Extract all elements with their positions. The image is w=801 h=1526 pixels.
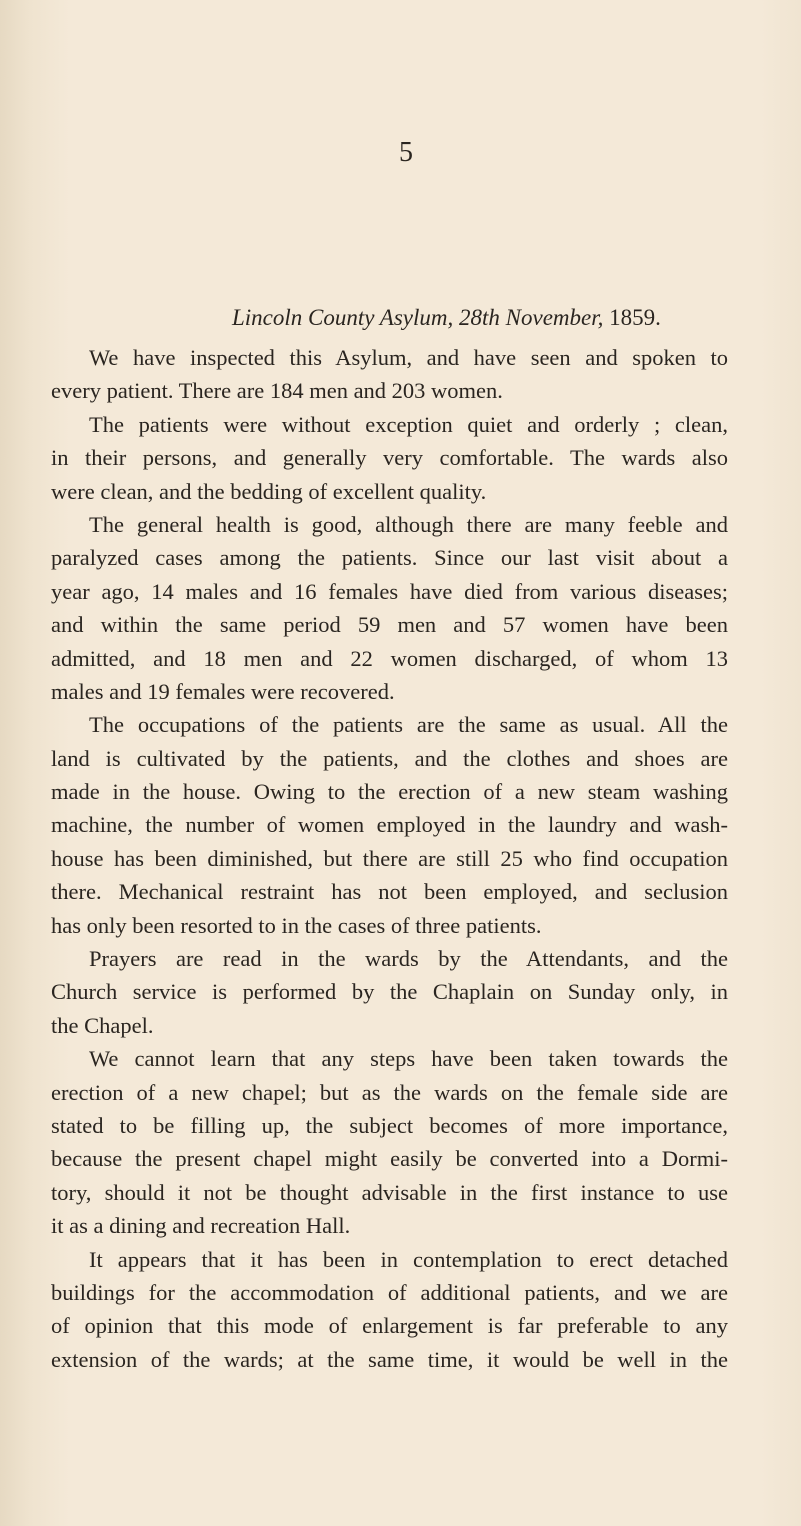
text-line: Prayers are read in the wards by the Attendants, and the	[89, 946, 728, 972]
text-line: house has been diminished, but there are still 25 who find occupation	[51, 845, 728, 871]
heading-place: Lincoln County Asylum,	[232, 305, 454, 330]
heading-year: 1859.	[609, 305, 661, 330]
text-line: tory, should it not be thought advisable in the first instance to use	[51, 1179, 728, 1205]
text-line: land is cultivated by the patients, and the clothes and shoes are	[51, 745, 728, 771]
text-line: stated to be filling up, the subject becomes of more importance,	[51, 1112, 728, 1138]
text-line: admitted, and 18 men and 22 women discharged, of whom 13	[51, 645, 728, 671]
text-line: machine, the number of women employed in the laundry and wash-	[51, 812, 728, 838]
text-line: were clean, and the bedding of excellent quality.	[51, 478, 487, 504]
text-line: buildings for the accommodation of additional patients, and we are	[51, 1279, 728, 1305]
text-line: of opinion that this mode of enlargement is far preferable to any	[51, 1313, 728, 1339]
text-line: and within the same period 59 men and 57 women have been	[51, 612, 728, 638]
page-number: 5	[399, 137, 413, 168]
text-line: Church service is performed by the Chaplain on Sunday only, in	[51, 979, 728, 1005]
text-line: erection of a new chapel; but as the wards on the female side are	[51, 1079, 728, 1105]
text-line: extension of the wards; at the same time, it would be well in the	[51, 1346, 728, 1372]
text-line: has only been resorted to in the cases of three patients.	[51, 912, 542, 938]
heading-date: 28th November,	[459, 305, 604, 330]
text-line: The general health is good, although there are many feeble and	[89, 511, 728, 537]
report-heading	[232, 303, 708, 333]
text-line: because the present chapel might easily be converted into a Dormi-	[51, 1146, 728, 1172]
text-line: year ago, 14 males and 16 females have died from various diseases;	[51, 578, 728, 604]
text-line: It appears that it has been in contemplation to erect detached	[89, 1246, 728, 1272]
text-line: there. Mechanical restraint has not been employed, and seclusion	[51, 879, 728, 905]
text-line: every patient. There are 184 men and 203 women.	[51, 378, 503, 404]
text-line: the Chapel.	[51, 1012, 154, 1038]
text-line: We cannot learn that any steps have been taken towards the	[89, 1046, 728, 1072]
text-line: males and 19 females were recovered.	[51, 678, 395, 704]
text-line: made in the house. Owing to the erection of a new steam washing	[51, 779, 728, 805]
text-line: it as a dining and recreation Hall.	[51, 1213, 351, 1239]
text-line: We have inspected this Asylum, and have seen and spoken to	[89, 345, 728, 370]
text-line: paralyzed cases among the patients. Since our last visit about a	[51, 545, 728, 571]
text-line: The patients were without exception quiet and orderly ; clean,	[89, 411, 728, 437]
text-line: The occupations of the patients are the same as usual. All the	[89, 712, 728, 738]
text-line: in their persons, and generally very comfortable. The wards also	[51, 445, 728, 471]
report-body	[51, 341, 728, 1376]
